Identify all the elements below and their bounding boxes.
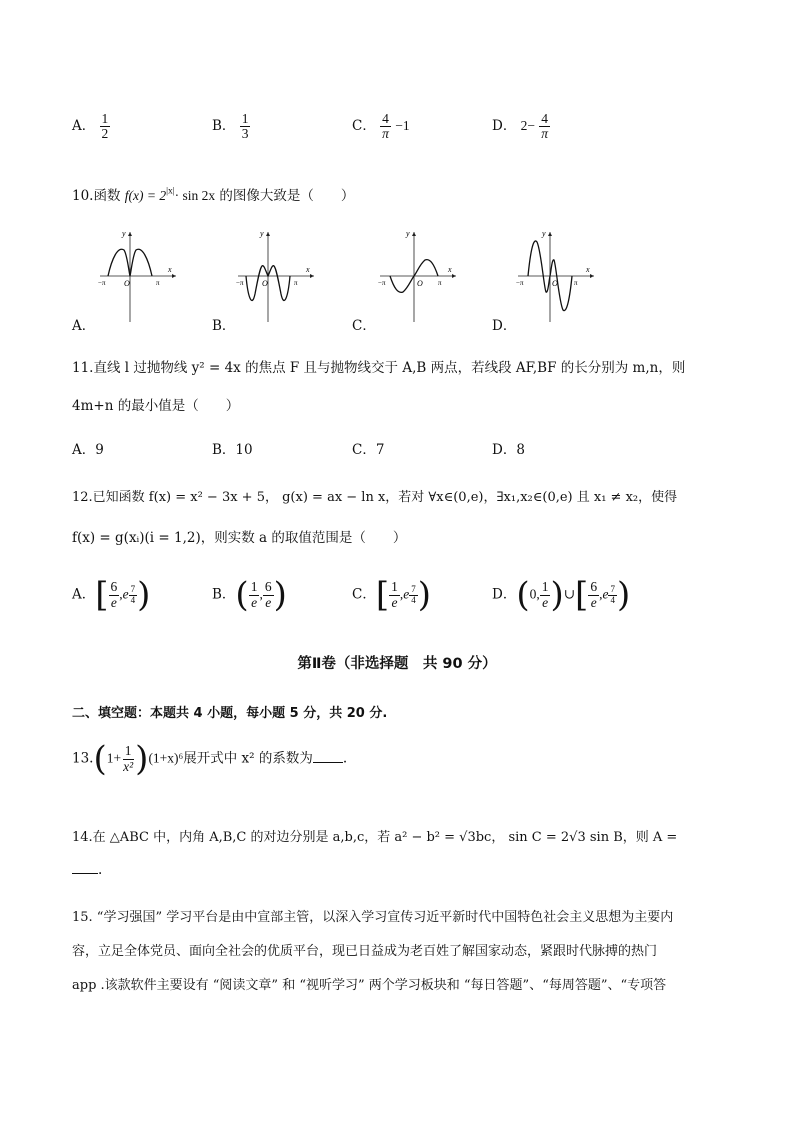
numerator: 4 — [382, 111, 389, 126]
option-label: D． — [492, 586, 517, 603]
q9-option-b — [212, 112, 250, 141]
origin-label: O — [262, 279, 268, 288]
right-paren: ) — [417, 575, 431, 615]
base-e: e — [403, 586, 410, 602]
fraction — [389, 580, 400, 609]
y-arrow-icon — [548, 232, 552, 236]
math-formula: f(x) = 2 — [124, 188, 167, 203]
y-label: y — [542, 229, 546, 238]
x-label: x — [168, 265, 172, 274]
graph-a-svg — [96, 228, 180, 324]
numerator: 4 — [541, 111, 549, 126]
exp-numerator: 7 — [130, 584, 136, 595]
exponent-fraction — [608, 585, 617, 605]
denominator: e — [590, 594, 597, 610]
x-label: x — [586, 265, 590, 274]
pi-label: π — [438, 279, 442, 287]
comma: , — [259, 586, 263, 602]
denominator: e — [251, 594, 258, 610]
math-text: (1+x)⁶ — [148, 750, 184, 766]
y-arrow-icon — [412, 232, 416, 236]
right-paren: ) — [273, 575, 287, 615]
graph-d-svg — [514, 228, 598, 324]
denominator: e — [265, 594, 272, 610]
question-number: 10.函数 — [72, 188, 125, 204]
numerator: 1 — [241, 111, 249, 126]
pi-label: π — [574, 279, 578, 287]
comma: , — [119, 586, 123, 602]
fraction — [588, 580, 599, 609]
y-arrow-icon — [266, 232, 270, 236]
q11-stem-line1: 11.直线 l 过抛物线 y² = 4x 的焦点 F 且与抛物线交于 A,B 两点，若线段 AF,BF 的长分别为 m,n，则 — [72, 360, 686, 376]
left-bracket: [ — [575, 575, 589, 615]
option-label: D． — [492, 118, 517, 135]
option-label: A． — [72, 118, 96, 135]
neg-pi-label: −π — [378, 279, 386, 287]
period: . — [98, 862, 103, 878]
exponent-fraction — [409, 585, 418, 605]
q12-option-b — [212, 575, 287, 615]
fraction — [240, 112, 251, 141]
left-bracket: [ — [95, 575, 109, 615]
q15-line2: 容，立足全体党员、面向全社会的优质平台，现已日益成为老百姓了解国家动态，紧跟时代脉搏的热门 — [72, 944, 658, 959]
q10-option-c: C． — [352, 318, 376, 334]
exp-numerator: 7 — [610, 584, 615, 595]
numerator: 6 — [590, 579, 598, 595]
question-number: 13. — [72, 750, 94, 767]
option-label: C． — [352, 118, 376, 135]
fraction — [100, 112, 111, 141]
denominator: x² — [123, 758, 134, 774]
fraction — [109, 579, 123, 610]
question-text: 展开式中 x² 的系数为 — [183, 750, 313, 767]
q11-stem-line2: 4m+n 的最小值是（ ） — [72, 398, 240, 414]
x-label: x — [306, 265, 310, 274]
x-arrow-icon — [172, 274, 176, 278]
base-e: e — [602, 586, 609, 602]
right-paren: ) — [137, 575, 151, 615]
exp-denominator: 4 — [130, 594, 136, 605]
q11-option-a: A．9 — [72, 442, 104, 458]
left-paren: ( — [516, 575, 530, 615]
q10-option-b: B． — [212, 318, 236, 334]
q10-option-d: D． — [492, 318, 517, 334]
q15-line3: app .该款软件主要设有 “阅读文章” 和 “视听学习” 两个学习板块和 “每日答题”、“每周答题”、“专项答 — [72, 978, 667, 993]
fraction — [380, 112, 391, 141]
y-label: y — [406, 229, 410, 238]
numerator: 1 — [391, 579, 398, 595]
origin-label: O — [417, 279, 423, 288]
q13-stem — [72, 739, 348, 779]
base-e: e — [122, 586, 129, 602]
section-heading: 二、填空题：本题共 4 小题，每小题 5 分，共 20 分. — [72, 706, 388, 721]
exp-denominator: 4 — [610, 594, 615, 605]
q11-option-b: B．10 — [212, 442, 253, 458]
fraction — [539, 112, 550, 141]
option-label: C． — [352, 586, 376, 603]
numerator: 6 — [110, 579, 118, 595]
origin-label: O — [124, 279, 130, 288]
numerator: 1 — [124, 743, 132, 759]
option-label: A． — [72, 586, 96, 603]
right-paren: ) — [135, 739, 149, 779]
q12-stem-line1: 12.已知函数 f(x) = x² − 3x + 5， g(x) = ax − ln x，若对 ∀x∈(0,e)，∃x₁,x₂∈(0,e) 且 x₁ ≠ x₂，使得 — [72, 490, 678, 505]
denominator: 3 — [241, 126, 249, 142]
neg-pi-label: −π — [516, 279, 524, 287]
q10-graph-b — [234, 228, 318, 324]
option-label: B． — [212, 586, 236, 603]
q12-option-a — [72, 575, 151, 615]
x-arrow-icon — [590, 274, 594, 278]
denominator: e — [110, 594, 117, 610]
q11-option-d: D．8 — [492, 442, 525, 458]
denominator: e — [542, 594, 549, 610]
math-text: 2− — [520, 118, 535, 134]
q14-blank-line — [72, 862, 102, 878]
comma: , — [599, 586, 603, 602]
exponent-fraction — [129, 585, 138, 605]
question-text: 的图像大致是（ ） — [215, 188, 355, 204]
neg-pi-label: −π — [236, 279, 244, 287]
y-label: y — [260, 229, 264, 238]
y-arrow-icon — [128, 232, 132, 236]
q12-option-c — [352, 575, 431, 615]
denominator: e — [391, 594, 398, 610]
x-arrow-icon — [310, 274, 314, 278]
union-symbol: ∪ — [563, 586, 576, 602]
comma: , — [399, 586, 404, 602]
numerator: 1 — [541, 579, 549, 595]
option-label: B． — [212, 118, 236, 135]
left-paren: ( — [93, 739, 107, 779]
right-paren: ) — [550, 575, 564, 615]
graph-b-svg — [234, 228, 318, 324]
part2-title: 第Ⅱ卷（非选择题 共 90 分） — [297, 656, 497, 672]
numerator: 6 — [264, 579, 272, 595]
q10-graph-d — [514, 228, 598, 324]
q10-stem — [72, 184, 354, 204]
pi-label: π — [156, 279, 160, 287]
x-arrow-icon — [452, 274, 456, 278]
q15-line1: 15. “学习强国” 学习平台是由中宣部主管，以深入学习宣传习近平新时代中国特色社会主义思想为主要内 — [72, 910, 674, 925]
q10-graph-c — [376, 228, 460, 324]
q9-option-c — [352, 112, 410, 141]
denominator: π — [382, 126, 389, 142]
math-text: 1+ — [106, 750, 122, 766]
numerator: 1 — [101, 111, 109, 126]
left-paren: ( — [235, 575, 249, 615]
fraction — [249, 579, 263, 610]
exponent: |x| — [166, 186, 175, 197]
q12-stem-line2: f(x) = g(xᵢ)(i = 1,2)，则实数 a 的取值范围是（ ） — [72, 530, 407, 546]
origin-label: O — [552, 279, 558, 288]
exp-denominator: 4 — [411, 594, 416, 605]
graph-c-svg — [376, 228, 460, 324]
numerator: 1 — [250, 579, 258, 595]
period: . — [342, 750, 348, 767]
fraction — [540, 580, 551, 609]
denominator: π — [541, 126, 549, 142]
fraction — [121, 744, 135, 773]
q14-stem-line1: 14.在 △ABC 中，内角 A,B,C 的对边分别是 a,b,c，若 a² − b² = √3bc， sin C = 2√3 sin B，则 A = — [72, 830, 678, 845]
answer-blank[interactable] — [313, 762, 343, 763]
q10-graph-a — [96, 228, 180, 324]
left-bracket: [ — [375, 575, 390, 615]
comma: , — [536, 586, 540, 602]
x-label: x — [448, 265, 452, 274]
pi-label: π — [294, 279, 298, 287]
right-paren: ) — [616, 575, 631, 615]
answer-blank[interactable] — [72, 873, 98, 874]
q9-option-a — [72, 112, 110, 141]
fraction — [263, 580, 274, 609]
math-formula-tail: · sin 2x — [174, 188, 216, 203]
neg-pi-label: −π — [98, 279, 106, 287]
zero: 0 — [529, 586, 537, 602]
denominator: 2 — [101, 126, 109, 142]
q9-option-d — [492, 112, 550, 141]
math-text: −1 — [395, 118, 410, 134]
q10-option-a: A． — [72, 318, 96, 334]
exp-numerator: 7 — [411, 584, 416, 595]
q11-option-c: C．7 — [352, 442, 385, 458]
q12-option-d — [492, 575, 631, 615]
y-label: y — [122, 229, 126, 238]
